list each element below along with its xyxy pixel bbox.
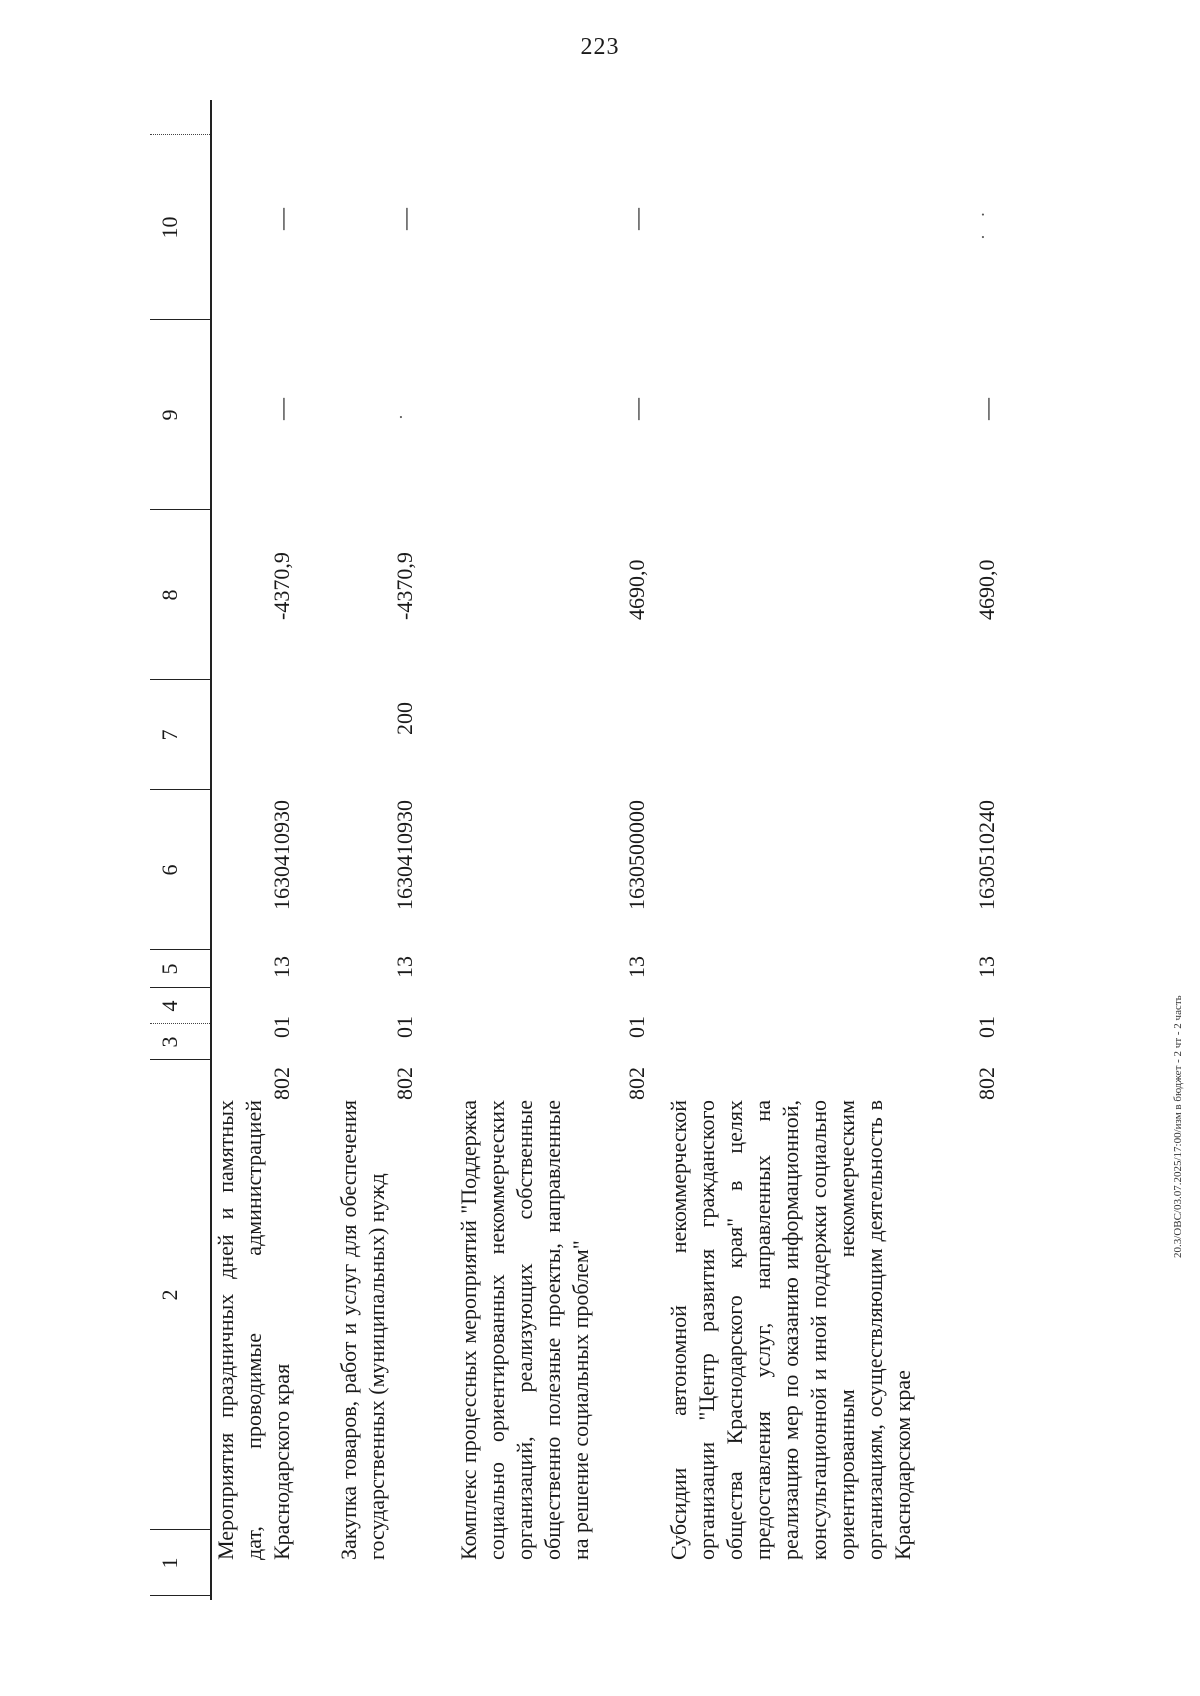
cell-col-5: 13 <box>624 956 649 978</box>
cell-col-9: — <box>624 398 649 420</box>
cell-col-8: -4370,9 <box>269 552 294 620</box>
cell-col-9: — <box>974 398 999 420</box>
cell-col-8: 4690,0 <box>624 559 649 620</box>
cell-col-10: — <box>624 208 649 230</box>
cell-col-3: 802 <box>392 1067 417 1100</box>
cell-col-6: 1630410930 <box>392 800 417 910</box>
cell-col-6: 1630410930 <box>269 800 294 910</box>
footer-code-text: 20.3/OBC/03.07.2025/17:00/изм в бюджет - 2 чт - 2 часть <box>1172 995 1184 1258</box>
row-name: Комплекс процессных мероприятий "Поддержка социально ориентированных некоммерческих организаций, реализующих собственные общественно полезные проекты, направленные на решение социальных проблем" <box>456 1100 593 1560</box>
cell-col-4: 01 <box>269 1016 294 1038</box>
cell-col-8: -4370,9 <box>392 552 417 620</box>
header-col-4: 4 <box>157 1000 182 1012</box>
header-col-3: 3 <box>157 1036 182 1048</box>
cell-col-10-dots: · · <box>973 205 993 240</box>
cell-col-10: — <box>269 208 294 230</box>
row-name: Субсидии автономной некоммерческой организации "Центр развития гражданского общества Краснодарского края" в целях предоставления услуг, направленных на реализацию мер по оказанию информационной, консультационной и иной поддержки социально ориентированным некоммерческим организациям, осуществляющим деятельность в Краснодарском крае <box>666 1100 915 1560</box>
cell-col-3: 802 <box>269 1067 294 1100</box>
cell-col-8: 4690,0 <box>974 559 999 620</box>
header-col-5: 5 <box>157 963 182 975</box>
cell-col-5: 13 <box>974 956 999 978</box>
cell-col-3: 802 <box>974 1067 999 1100</box>
header-col-1: 1 <box>157 1557 182 1569</box>
cell-col-4: 01 <box>624 1016 649 1038</box>
header-col-2: 2 <box>157 1289 182 1301</box>
cell-col-4: 01 <box>974 1016 999 1038</box>
header-col-9: 9 <box>157 409 182 421</box>
cell-col-4: 01 <box>392 1016 417 1038</box>
cell-col-6: 1630500000 <box>624 800 649 910</box>
header-col-6: 6 <box>157 864 182 876</box>
budget-table <box>150 100 1150 1600</box>
cell-col-5: 13 <box>269 956 294 978</box>
cell-col-9-dots: · <box>391 408 411 420</box>
row-name: Мероприятия праздничных дней и памятных дат, проводимые администрацией Краснодарского края <box>213 1100 294 1560</box>
cell-col-3: 802 <box>624 1067 649 1100</box>
row-name: Закупка товаров, работ и услуг для обеспечения государственных (муниципальных) нужд <box>336 1100 389 1560</box>
header-col-7: 7 <box>157 729 182 741</box>
header-col-10: 10 <box>157 216 182 239</box>
cell-col-10: — <box>392 208 417 230</box>
page-number: 223 <box>580 34 620 60</box>
cell-col-5: 13 <box>392 956 417 978</box>
cell-col-6: 1630510240 <box>974 800 999 910</box>
cell-col-9: — <box>269 398 294 420</box>
header-divider <box>150 134 210 135</box>
cell-col-7: 200 <box>392 702 417 735</box>
header-col-8: 8 <box>157 589 182 601</box>
